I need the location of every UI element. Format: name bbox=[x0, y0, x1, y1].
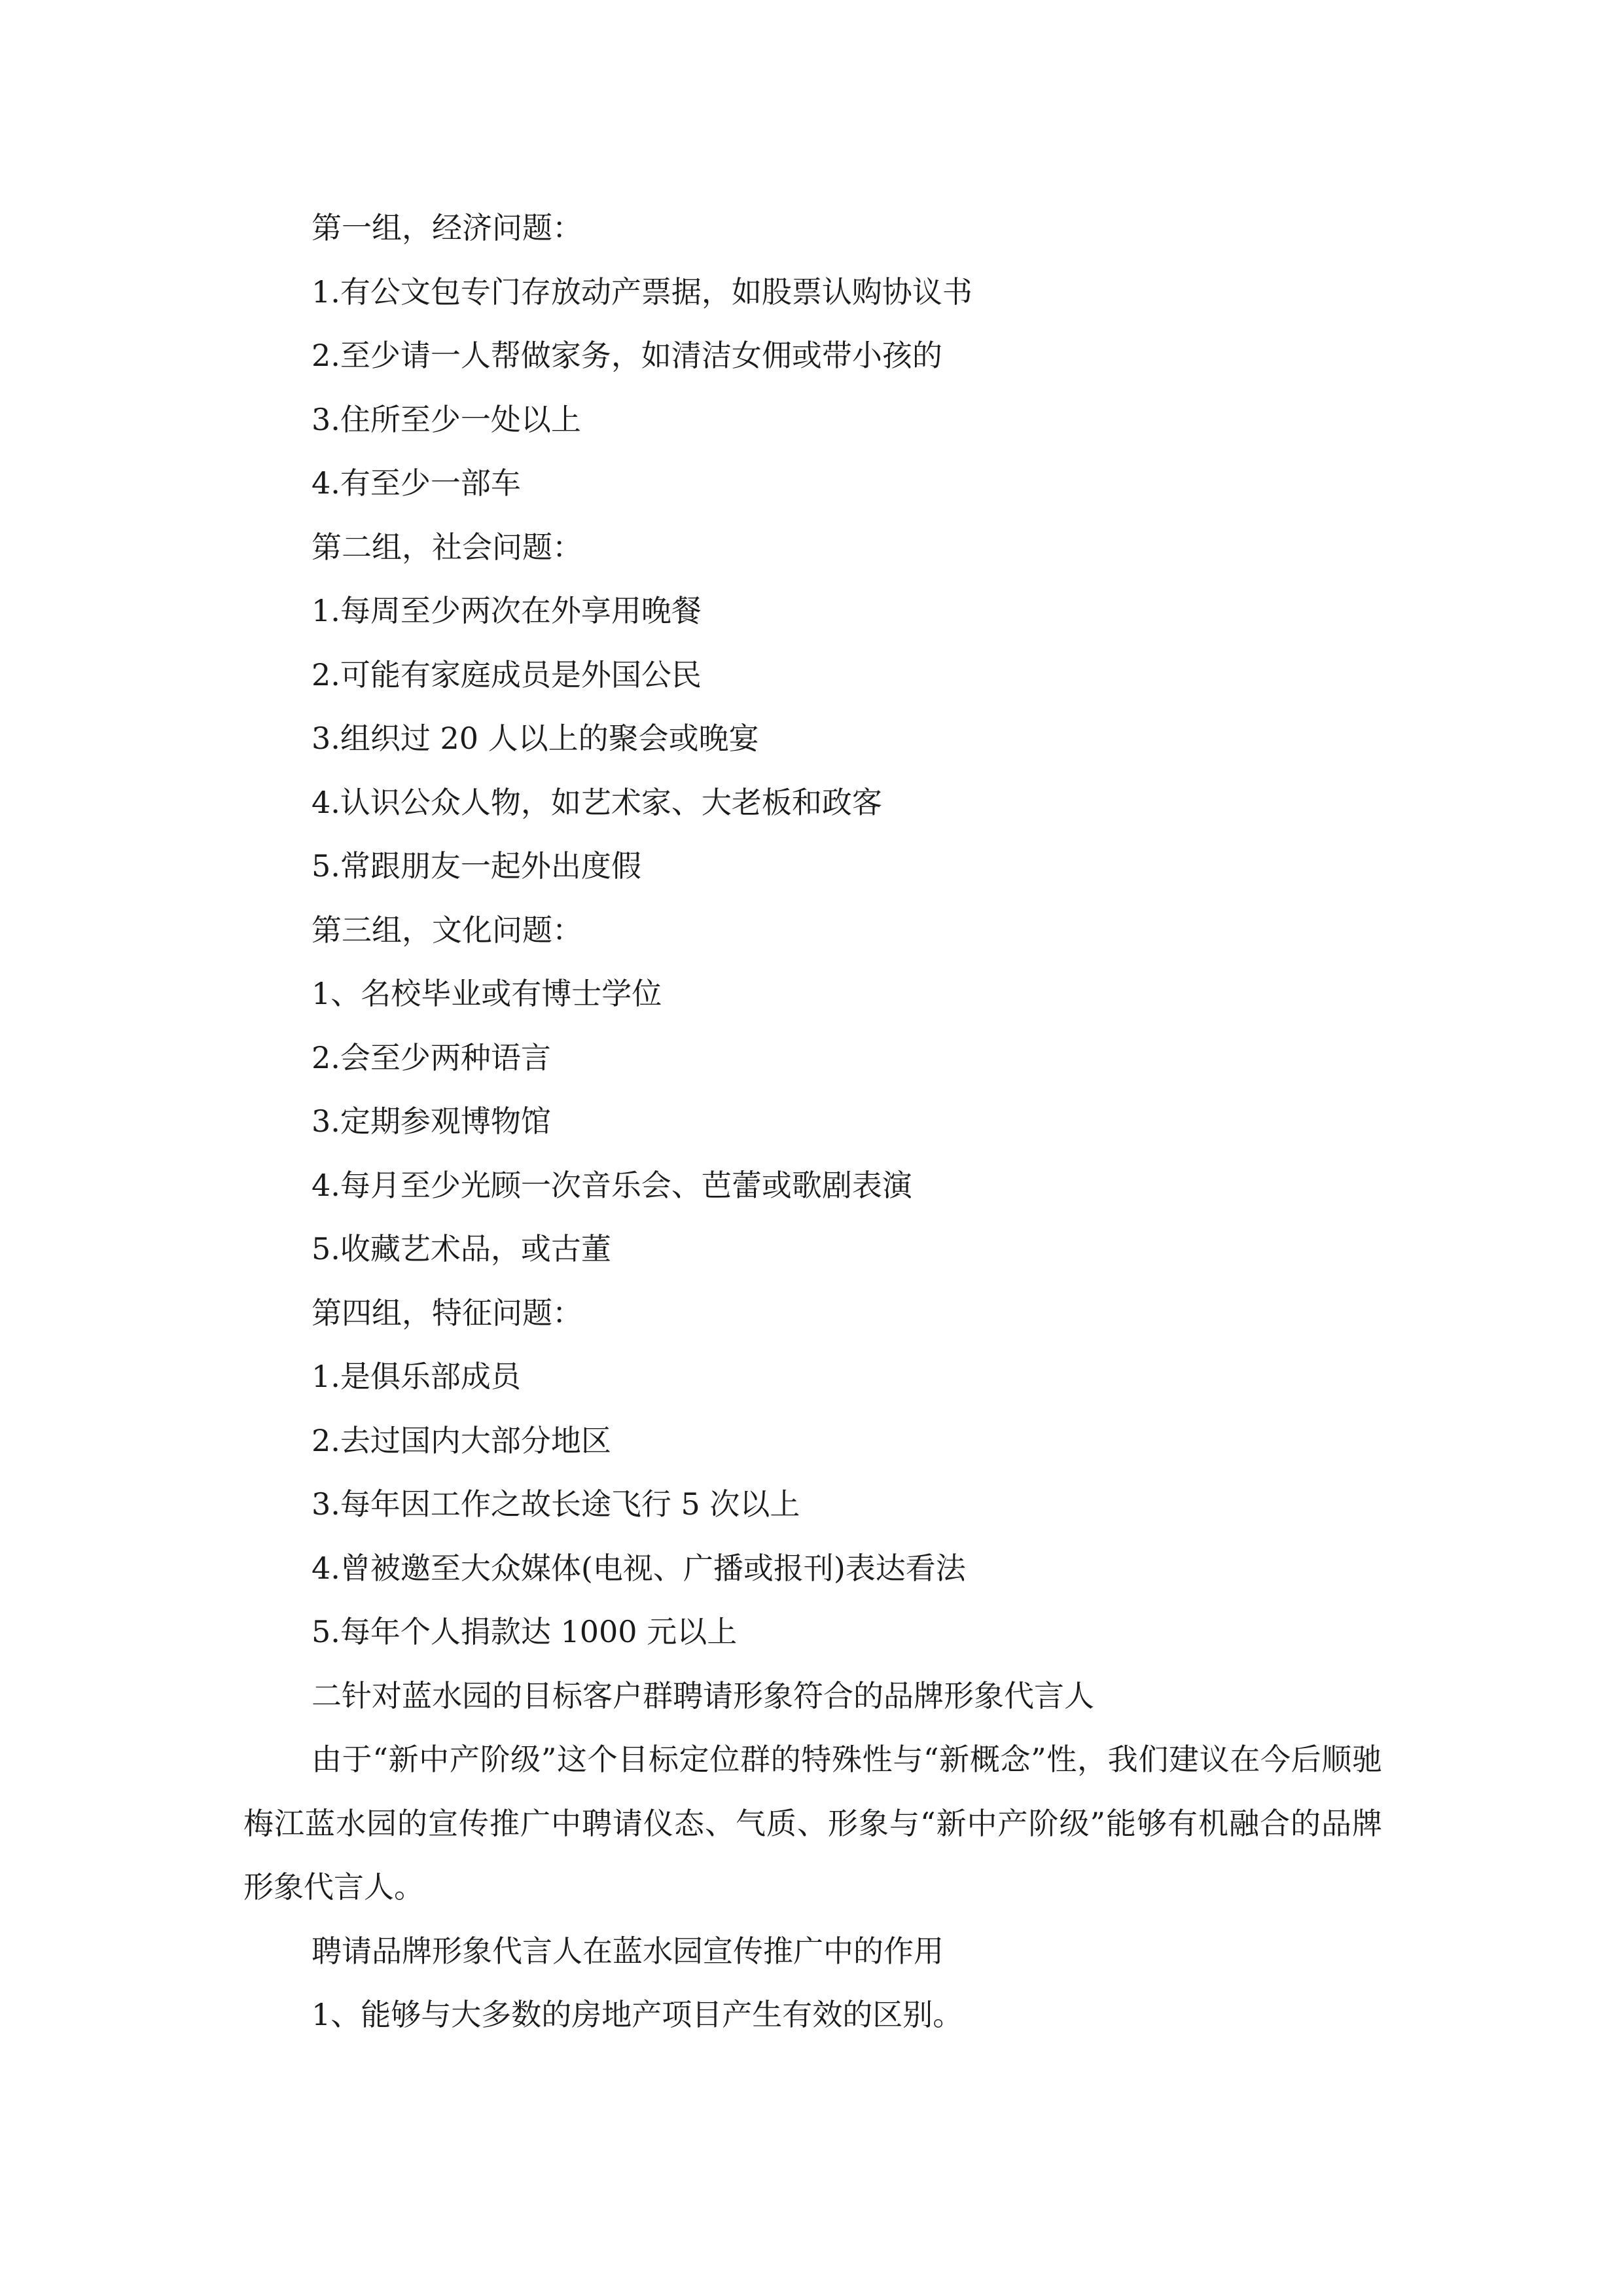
group4-item-1: 1.是俱乐部成员 bbox=[312, 1359, 521, 1394]
role-item-1: 1、能够与大多数的房地产项目产生有效的区别。 bbox=[312, 1997, 963, 2032]
group3-heading: 第三组，文化问题： bbox=[312, 912, 582, 948]
group2-item-5: 5.常跟朋友一起外出度假 bbox=[312, 848, 641, 884]
section2-paragraph: 由于“新中产阶级”这个目标定位群的特殊性与“新概念”性，我们建议在今后顺驰梅江蓝水园的宣传推广中聘请仪态、气质、形象与“新中产阶级”能够有机融合的品牌形象代言人。 bbox=[243, 1742, 1382, 1905]
group4-item-4: 4.曾被邀至大众媒体(电视、广播或报刊)表达看法 bbox=[312, 1550, 966, 1586]
group1-item-4: 4.有至少一部车 bbox=[312, 465, 521, 501]
group2-item-2: 2.可能有家庭成员是外国公民 bbox=[312, 656, 702, 692]
group1-item-2: 2.至少请一人帮做家务，如清洁女佣或带小孩的 bbox=[312, 338, 942, 373]
group2-heading: 第二组，社会问题： bbox=[312, 529, 582, 565]
group1-item-1: 1.有公文包专门存放动产票据，如股票认购协议书 bbox=[312, 274, 972, 310]
section2-heading: 二针对蓝水园的目标客户群聘请形象符合的品牌形象代言人 bbox=[312, 1677, 1094, 1713]
group4-heading: 第四组，特征问题： bbox=[312, 1295, 582, 1331]
group3-item-2: 2.会至少两种语言 bbox=[312, 1039, 551, 1075]
group4-item-5: 5.每年个人捐款达 1000 元以上 bbox=[312, 1614, 738, 1649]
group2-item-3: 3.组织过 20 人以上的聚会或晚宴 bbox=[312, 721, 759, 756]
group4-item-3: 3.每年因工作之故长途飞行 5 次以上 bbox=[312, 1486, 800, 1522]
group1-item-3: 3.住所至少一处以上 bbox=[312, 401, 581, 437]
group2-item-4: 4.认识公众人物，如艺术家、大老板和政客 bbox=[312, 784, 882, 820]
group3-item-3: 3.定期参观博物馆 bbox=[312, 1103, 551, 1139]
group2-item-1: 1.每周至少两次在外享用晚餐 bbox=[312, 593, 702, 628]
document-body bbox=[243, 196, 1382, 2047]
group3-item-4: 4.每月至少光顾一次音乐会、芭蕾或歌剧表演 bbox=[312, 1167, 912, 1203]
group3-item-1: 1、名校毕业或有博士学位 bbox=[312, 976, 662, 1011]
group1-heading: 第一组，经济问题： bbox=[312, 210, 582, 245]
group3-item-5: 5.收藏艺术品，或古董 bbox=[312, 1231, 611, 1266]
role-heading: 聘请品牌形象代言人在蓝水园宣传推广中的作用 bbox=[312, 1933, 944, 1969]
group4-item-2: 2.去过国内大部分地区 bbox=[312, 1422, 611, 1458]
